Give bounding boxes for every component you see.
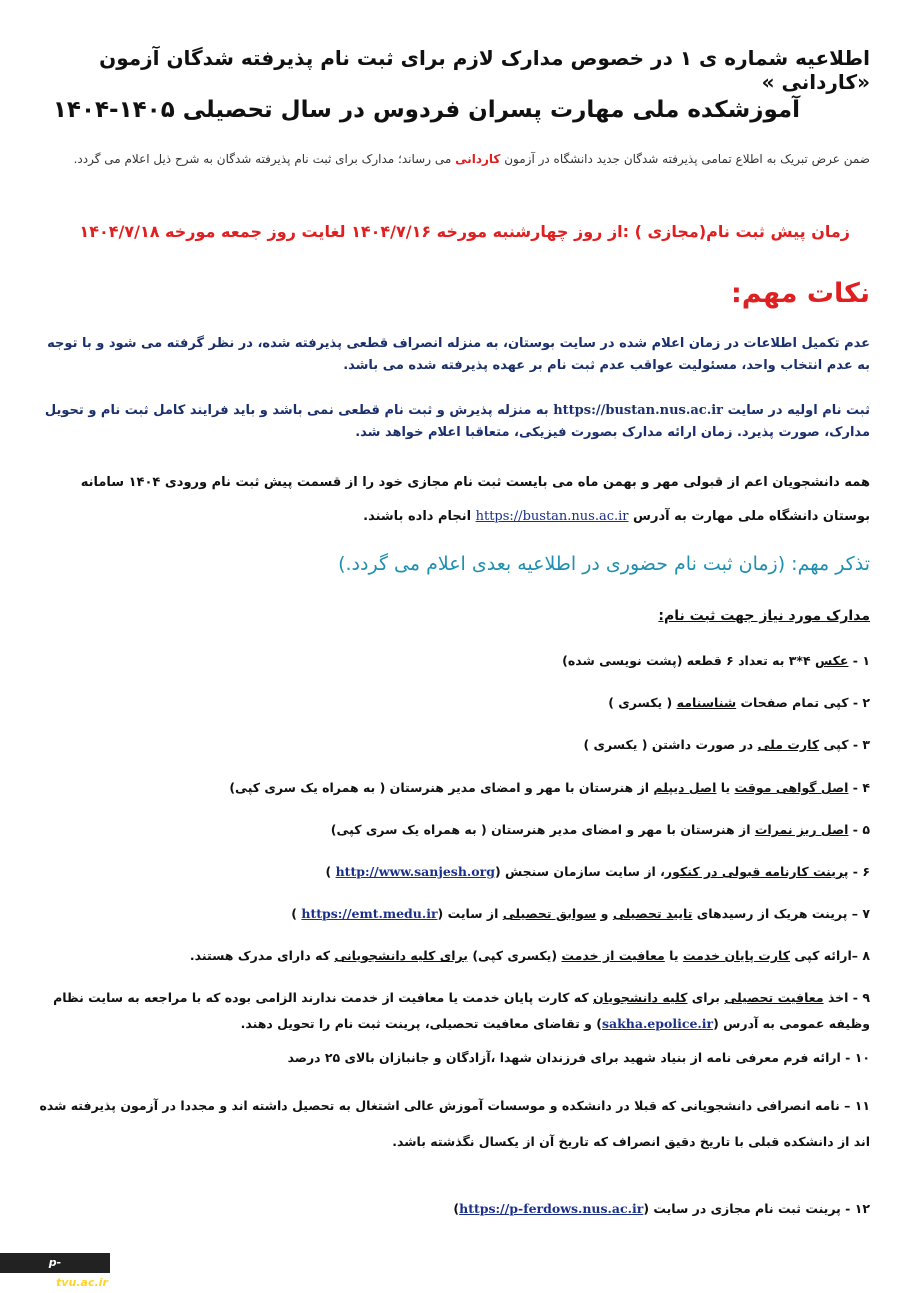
doc-item-9: ۹ - اخذ معافیت تحصیلی برای کلیه دانشجویان که کارت پایان خدمت یا معافیت از خدمت ندارند الزامی بوده که با مراجعه به سایت نظام وظیفه عمومی به آدرس (sakha.epolice.ir) و تقاضای معافیت تحصیلی، پرینت ثبت نام را تحویل دهند. (53, 990, 870, 1031)
emt-link[interactable]: https://emt.medu.ir (301, 906, 438, 921)
doc-item-2: ۲ - کپی تمام صفحات شناسنامه ( یکسری ) (608, 695, 870, 710)
doc-item-3: ۳ - کپی کارت ملی در صورت داشتن ( یکسری ) (583, 737, 870, 752)
announcement-title: اطلاعیه شماره ی ۱ در خصوص مدارک لازم برای ثبت نام پذیرفته شدگان آزمون «کاردانی » (99, 46, 870, 94)
note-1: عدم تکمیل اطلاعات در زمان اعلام شده در سایت بوستان، به منزله انصراف قطعی پذیرفته شده، در نظر گرفته می شود و با توجه به عدم انتخاب واحد، مسئولیت عواقب عدم ثبت نام بر عهده پذیرفته شده می باشد. (47, 336, 870, 373)
doc-item-1: ۱ - عکس ۴*۳ به تعداد ۶ قطعه (پشت نویسی شده) (562, 653, 870, 668)
important-notes-heading: نکات مهم: (730, 278, 870, 309)
doc-item-6: ۶ - پرینت کارنامه قبولی در کنکور، از سایت سازمان سنجش (http://www.sanjesh.org ) (325, 864, 870, 879)
required-documents-heading: مدارک مورد نیاز جهت ثبت نام: (658, 608, 870, 624)
school-title: آموزشکده ملی مهارت پسران فردوس در سال تحصیلی ۱۴۰۵-۱۴۰۴ (52, 97, 800, 123)
doc-item-8: ۸ –ارائه کپی کارت پایان خدمت یا معافیت از خدمت (یکسری کپی) برای کلیه دانشجویانی که دارای مدرک هستند. (189, 948, 870, 963)
site-watermark: p-ferdows.tvu.ac.ir (0, 1253, 110, 1273)
doc-item-5: ۵ - اصل ریز نمرات از هنرستان با مهر و امضای مدیر هنرستان ( به همراه یک سری کپی) (330, 822, 870, 837)
sakha-link[interactable]: sakha.epolice.ir (601, 1016, 714, 1031)
bustan-url[interactable]: https://bustan.nus.ac.ir (553, 403, 724, 418)
doc-item-12: ۱۲ - پرینت ثبت نام مجازی در سایت (https://p-ferdows.nus.ac.ir) (453, 1201, 870, 1216)
doc-item-11: ۱۱ – نامه انصرافی دانشجویانی که قبلا در دانشکده و موسسات آموزش عالی اشتغال به تحصیل داشته اند و مجددا در آزمون پذیرفته شده اند از دانشکده قبلی با تاریخ دقیق انصراف که تاریخ آن از یکسال نگذشته باشد. (39, 1098, 870, 1149)
doc-item-4: ۴ - اصل گواهی موقت یا اصل دیپلم از هنرستان با مهر و امضای مدیر هنرستان ( به همراه یک سری کپی) (229, 780, 870, 795)
doc-item-10: ۱۰ - ارائه فرم معرفی نامه از بنیاد شهید برای فرزندان شهدا ،آزادگان و جانبازان بالای ۲۵ درصد (287, 1050, 870, 1065)
intro-paragraph: ضمن عرض تبریک به اطلاع تمامی پذیرفته شدگان جدید دانشگاه در آزمون کاردانی می رساند؛ مدارک برای ثبت نام پذیرفته شدگان به شرح ذیل اعلام می گردد. (73, 152, 870, 166)
note-2: ثبت نام اولیه در سایت https://bustan.nus.ac.ir به منزله پذیرش و ثبت نام قطعی نمی باشد و باید فرایند کامل ثبت نام و تحویل مدارک، صورت پذیرد. زمان ارائه مدارک بصورت فیزیکی، متعاقبا اعلام خواهد شد. (44, 403, 870, 440)
sanjesh-link[interactable]: http://www.sanjesh.org (335, 864, 495, 879)
reminder-heading: تذکر مهم: (زمان ثبت نام حضوری در اطلاعیه بعدی اعلام می گردد.) (338, 553, 870, 575)
karدani-highlight: کاردانی (455, 152, 501, 166)
bustan-link[interactable]: https://bustan.nus.ac.ir (475, 509, 629, 524)
p-ferdows-link[interactable]: https://p-ferdows.nus.ac.ir (459, 1201, 644, 1216)
pre-registration-deadline: زمان پیش ثبت نام(مجازی ) :از روز چهارشنبه مورخه ۱۴۰۴/۷/۱۶ لغایت روز جمعه مورخه ۱۴۰۴/۷/۱۸ (79, 222, 850, 241)
note-3: همه دانشجویان اعم از قبولی مهر و بهمن ماه می بایست ثبت نام مجازی خود را از قسمت پیش ثبت نام ورودی ۱۴۰۴ سامانه بوستان دانشگاه ملی مهارت به آدرس https://bustan.nus.ac.ir انجام داده باشند. (80, 475, 870, 524)
doc-item-7: ۷ – پرینت هریک از رسیدهای تایید تحصیلی و سوابق تحصیلی از سایت (https://emt.medu.ir ) (291, 906, 870, 921)
